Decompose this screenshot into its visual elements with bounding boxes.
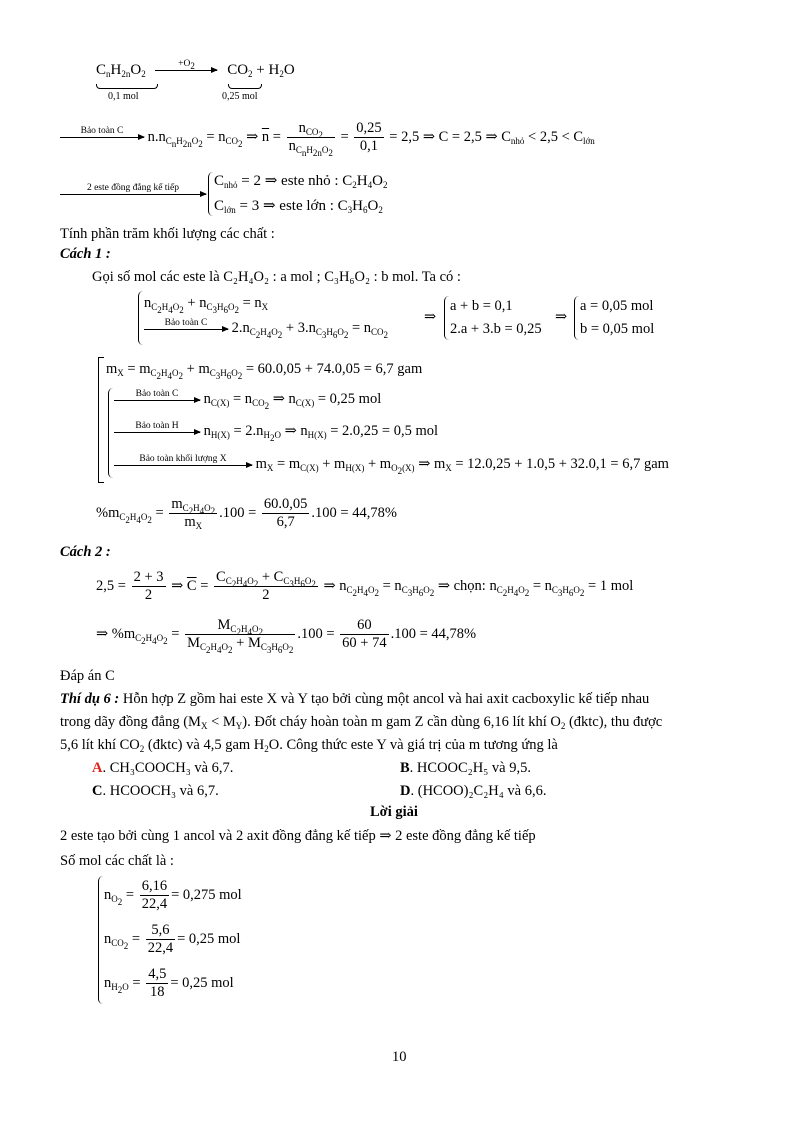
sys1-res1: a = 0,05 mol: [580, 298, 654, 314]
mx-line: $m_X = m_{C_2H_4O_2} + m_{C_3H_6O_2} = 60.0,05 + 74.0,05 = 6,7$ gam: [106, 361, 423, 381]
bracket-mx: [98, 357, 104, 483]
nbar-line: Bảo toàn C $n.n_{C_nH_{2n}O_2} = n_{CO_2}$ ⇒ $\overline{n}$ = $\frac{n_{CO_2}}{n_{C_nH_{2n}O_2}}$ = $\frac{0,25}{0,1}$ = 2,5 ⇒ C = 2,5 ⇒ $C_{nhỏ} < 2,5 < C_{lớn}$: [60, 120, 595, 155]
solution-line1: 2 este tạo bởi cùng 1 ancol và 2 axit đồng đẳng kế tiếp ⇒ 2 este đồng đẳng kế tiếp: [60, 828, 536, 844]
brace-inner: [108, 388, 113, 478]
co2-mol-label: 0,25 mol: [222, 91, 258, 102]
sys1-row1: $n_{C_2H_4O_2} + n_{C_3H_6O_2} = n_X$: [144, 295, 269, 315]
co2-product: $CO_2$: [227, 62, 253, 79]
sys1-row2: Bảo toàn C $2.n_{C_2H_4O_2} + 3.n_{C_3H_6O_2} = n_{CO_2}$: [144, 320, 388, 337]
top-equation: [96, 58, 295, 79]
page-number: 10: [392, 1049, 407, 1065]
percent-line-1: $\%m_{C_2H_4O_2}$ = $\frac{m_{C_2H_4O_2}}{m_X}$ .100 = $\frac{60.0,05}{6,7}$ .100 = 44,78%: [96, 496, 397, 531]
dong-dang-line1: $C_{nhỏ} = 2$ ⇒ este nhỏ : $C_2H_4O_2$: [214, 173, 388, 190]
option-c[interactable]: C. HCOOCH₃ và 6,7.: [92, 783, 219, 799]
sys1-mid2: 2.a + 3.b = 0,25: [450, 321, 542, 337]
oxidation-arrow: $+O_2$: [155, 59, 217, 71]
brace-system1-mid: [444, 296, 449, 340]
ester-mol-label: 0,1 mol: [108, 91, 139, 102]
thidu6-line3: 5,6 lít khí $CO_2$ (đktc) và 4,5 gam $H_2O$. Công thức este Y và giá trị của m tương ứng là: [60, 737, 558, 754]
underbrace-ester: [96, 84, 158, 89]
cach2-line1: 2,5 = $\frac{2 + 3}{2}$ ⇒ $\overline{C}$ = $\frac{C_{C_2H_4O_2} + C_{C_3H_6O_2}}{2}$ ⇒ $n_{C_2H_4O_2} = n_{C_3H_6O_2}$ ⇒ chọn: $n_{C_2H_4O_2} = n_{C_3H_6O_2} = 1$ mol: [96, 569, 634, 603]
sys1-res2: b = 0,05 mol: [580, 321, 655, 337]
cach2-heading: Cách 2 :: [60, 544, 111, 560]
row-bt-c: Bảo toàn C $n_{C(X)} = n_{CO_2}$ ⇒ $n_{C(X)} = 0,25$ mol: [114, 391, 381, 408]
dong-dang-line2: $C_{lớn} = 3$ ⇒ este lớn : $C_3H_6O_2$: [214, 198, 383, 215]
mol-h2o: $n_{H_2O}$ = $\frac{4,5}{18}$ = 0,25 mol: [104, 966, 234, 1000]
brace-mols: [98, 876, 103, 1004]
bao-toan-c-arrow: Bảo toàn C: [60, 126, 144, 138]
brace-system1-right: [574, 296, 579, 340]
dong-dang-arrow-row: 2 este đồng đẳng kế tiếp: [60, 180, 206, 197]
goi-so-mol: Gọi số mol các este là C₂H₄O₂ : a mol ; C₃H₆O₂ : b mol. Ta có :: [92, 269, 461, 285]
cach1-heading: Cách 1 :: [60, 246, 111, 262]
dap-an: Đáp án C: [60, 668, 115, 684]
underbrace-co2: [228, 84, 262, 89]
sys1-implies2: ⇒: [555, 309, 568, 325]
thidu6-line2: trong dãy đồng đẳng $(M_X < M_Y)$. Đốt cháy hoàn toàn m gam Z cần dùng 6,16 lít khí $O_2$ (đktc), thu được: [60, 714, 663, 731]
so-mol-line: Số mol các chất là :: [60, 853, 174, 869]
mol-co2: $n_{CO_2}$ = $\frac{5,6}{22,4}$ = 0,25 mol: [104, 922, 241, 956]
row-bt-h: Bảo toàn H $n_{H(X)} = 2.n_{H_2O}$ ⇒ $n_{H(X)} = 2.0,25 = 0,5$ mol: [114, 423, 438, 440]
nbar-fraction: $\frac{n_{CO_2}}{n_{C_nH_{2n}O_2}}$: [288, 120, 333, 158]
thidu6-line1: Thí dụ 6 : Hỗn hợp Z gồm hai este X và Y tạo bởi cùng một ancol và hai axit cacboxylic kế tiếp nhau: [60, 691, 650, 707]
sys1-mid1: a + b = 0,1: [450, 298, 513, 314]
loi-giai-heading: Lời giải: [370, 804, 418, 820]
ester-formula: $C_nH_{2n}O_2$: [96, 62, 146, 79]
h2o-product: + $H_2O$: [256, 62, 295, 79]
option-a[interactable]: A. CH₃COOCH₃ và 6,7.: [92, 760, 234, 776]
option-b[interactable]: B. HCOOC₂H₅ và 9,5.: [400, 760, 531, 776]
brace-dong-dang: [208, 172, 213, 216]
tinh-phan-tram: Tính phần trăm khối lượng các chất :: [60, 226, 275, 242]
nbar-value-fraction: $\frac{0,25}{0,1}$: [356, 120, 382, 154]
sys1-implies1: ⇒: [424, 309, 437, 325]
option-d[interactable]: D. (HCOO)₂C₂H₄ và 6,6.: [400, 783, 547, 799]
row-bt-kl: Bảo toàn khối lượng X $m_X = m_{C(X)} + m_{H(X)} + m_{O_2(X)}$ ⇒ $m_X = 12.0,25 + 1.0,5 + 32.0,1 = 6,7$ gam: [114, 456, 669, 473]
cach2-line2: ⇒ $\%m_{C_2H_4O_2}$ = $\frac{M_{C_2H_4O_2}}{M_{C_2H_4O_2} + M_{C_3H_6O_2}}$ .100 = $\frac{60}{60 + 74}$ .100 = 44,78%: [96, 617, 477, 655]
brace-system1-left: [138, 291, 143, 345]
mol-o2: $n_{O_2}$ = $\frac{6,16}{22,4}$ = 0,275 mol: [104, 878, 242, 912]
